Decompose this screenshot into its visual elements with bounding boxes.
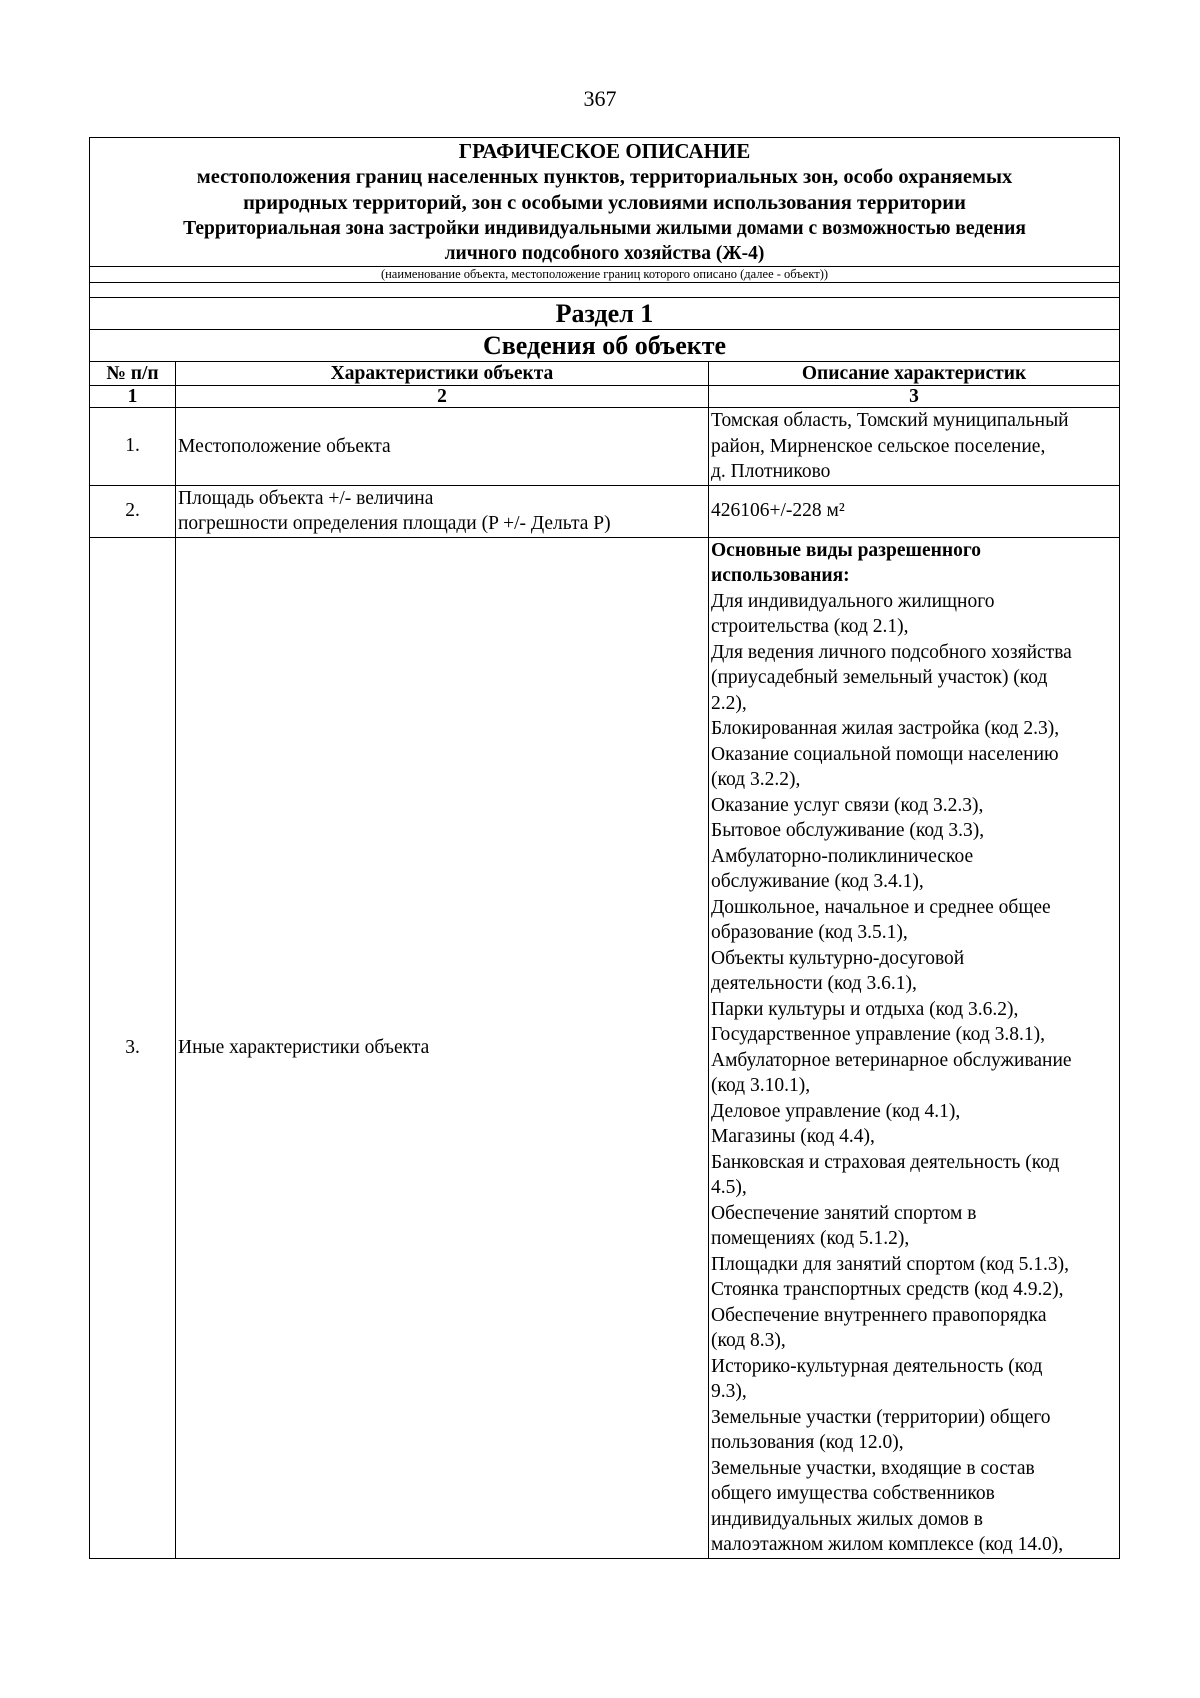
permitted-use-line: Историко-культурная деятельность (код (711, 1355, 1043, 1377)
permitted-use-line: Парки культуры и отдыха (код 3.6.2), (711, 998, 1019, 1020)
permitted-use-line: общего имущества собственников (711, 1483, 995, 1504)
permitted-use-line: Амбулаторно-поликлиническое (711, 845, 974, 867)
table-row (90, 537, 1120, 1558)
permitted-use-line: (приусадебный земельный участок) (код (711, 667, 1048, 688)
zone-name-line: личного подсобного хозяйства (Ж-4) (444, 243, 765, 264)
permitted-use-line: Обеспечение занятий спортом в (711, 1202, 977, 1224)
permitted-use-line: Площадки для занятий спортом (код 5.1.3), (711, 1253, 1069, 1275)
permitted-use-line: Обеспечение внутреннего правопорядка (711, 1304, 1047, 1326)
permitted-use-line: малоэтажном жилом комплексе (код 14.0), (711, 1534, 1064, 1555)
permitted-use-line: Государственное управление (код 3.8.1), (711, 1024, 1046, 1045)
description-heading-line: Основные виды разрешенного (711, 539, 981, 561)
row-characteristic (176, 537, 709, 1558)
permitted-use-line: Магазины (код 4.4), (711, 1126, 875, 1147)
section-title: Раздел 1 (90, 298, 1120, 330)
column-index: 1 (90, 386, 176, 408)
permitted-use-line: Для ведения личного подсобного хозяйства (711, 641, 1072, 663)
characteristic-line: Иные характеристики объекта (178, 1036, 430, 1058)
object-description-table (89, 137, 1120, 1559)
zone-name-line: Территориальная зона застройки индивидуальными жилыми домами с возможностью ведения (183, 218, 1026, 239)
characteristic-line: Местоположение объекта (178, 435, 391, 457)
column-index: 3 (709, 386, 1120, 408)
spacer-row (90, 283, 1120, 298)
permitted-use-line: (код 3.10.1), (711, 1075, 811, 1096)
column-header-number: № п/п (90, 362, 176, 386)
page-number: 367 (583, 86, 617, 111)
permitted-use-line: Для индивидуального жилищного (711, 590, 995, 612)
row-description (709, 408, 1120, 486)
row-characteristic (176, 485, 709, 537)
description-line: район, Мирненское сельское поселение, (711, 435, 1046, 457)
permitted-use-line: образование (код 3.5.1), (711, 922, 908, 943)
permitted-use-line: строительства (код 2.1), (711, 616, 909, 637)
permitted-use-line: Оказание социальной помощи населению (711, 743, 1059, 765)
permitted-use-line: Амбулаторное ветеринарное обслуживание (711, 1049, 1072, 1071)
permitted-use-line: помещениях (код 5.1.2), (711, 1228, 910, 1249)
permitted-use-line: Дошкольное, начальное и среднее общее (711, 896, 1051, 918)
document-header (90, 138, 1120, 267)
description-line: д. Плотниково (711, 461, 831, 482)
description-line: Томская область, Томский муниципальный (711, 410, 1069, 431)
column-header-description: Описание характеристик (709, 362, 1120, 386)
column-index: 2 (176, 386, 709, 408)
row-characteristic (176, 408, 709, 486)
section-subtitle: Сведения об объекте (90, 330, 1120, 362)
table-row (90, 408, 1120, 486)
row-description (709, 485, 1120, 537)
row-number: 2. (90, 485, 176, 537)
permitted-use-line: деятельности (код 3.6.1), (711, 973, 917, 994)
characteristic-line: погрешности определения площади (P +/- Дельта P) (178, 513, 611, 534)
permitted-use-line: Деловое управление (код 4.1), (711, 1100, 961, 1122)
row-number: 3. (90, 537, 176, 1558)
permitted-use-line: 2.2), (711, 692, 747, 714)
permitted-use-line: 9.3), (711, 1381, 747, 1402)
characteristic-line: Площадь объекта +/- величина (178, 487, 434, 509)
column-header-characteristic: Характеристики объекта (176, 362, 709, 386)
subtitle-line: местоположения границ населенных пунктов, территориальных зон, особо охраняемых (196, 166, 1013, 188)
row-number: 1. (90, 408, 176, 486)
subtitle-line: природных территорий, зон с особыми условиями использования территории (243, 192, 966, 214)
permitted-use-line: Оказание услуг связи (код 3.2.3), (711, 794, 984, 816)
permitted-use-line: пользования (код 12.0), (711, 1432, 904, 1453)
row-description (709, 537, 1120, 1558)
permitted-use-line: Банковская и страховая деятельность (код (711, 1151, 1060, 1173)
permitted-use-line: (код 8.3), (711, 1330, 786, 1351)
document-title: ГРАФИЧЕСКОЕ ОПИСАНИЕ (458, 139, 751, 163)
permitted-use-line: (код 3.2.2), (711, 769, 801, 790)
permitted-use-line: 4.5), (711, 1177, 747, 1198)
permitted-use-line: Земельные участки, входящие в состав (711, 1457, 1035, 1479)
object-caption: (наименование объекта, местоположение границ которого описано (далее - объект)) (90, 267, 1120, 283)
permitted-use-line: Объекты культурно-досуговой (711, 947, 965, 969)
permitted-use-line: Бытовое обслуживание (код 3.3), (711, 820, 985, 841)
permitted-use-line: индивидуальных жилых домов в (711, 1508, 983, 1530)
permitted-use-line: обслуживание (код 3.4.1), (711, 871, 924, 892)
permitted-use-line: Стоянка транспортных средств (код 4.9.2), (711, 1279, 1064, 1300)
description-heading-line: использования: (711, 565, 850, 586)
permitted-use-line: Блокированная жилая застройка (код 2.3), (711, 718, 1060, 739)
description-line: 426106+/-228 м² (711, 500, 845, 522)
table-row (90, 485, 1120, 537)
permitted-use-list (711, 589, 1117, 1558)
permitted-use-line: Земельные участки (территории) общего (711, 1406, 1051, 1428)
